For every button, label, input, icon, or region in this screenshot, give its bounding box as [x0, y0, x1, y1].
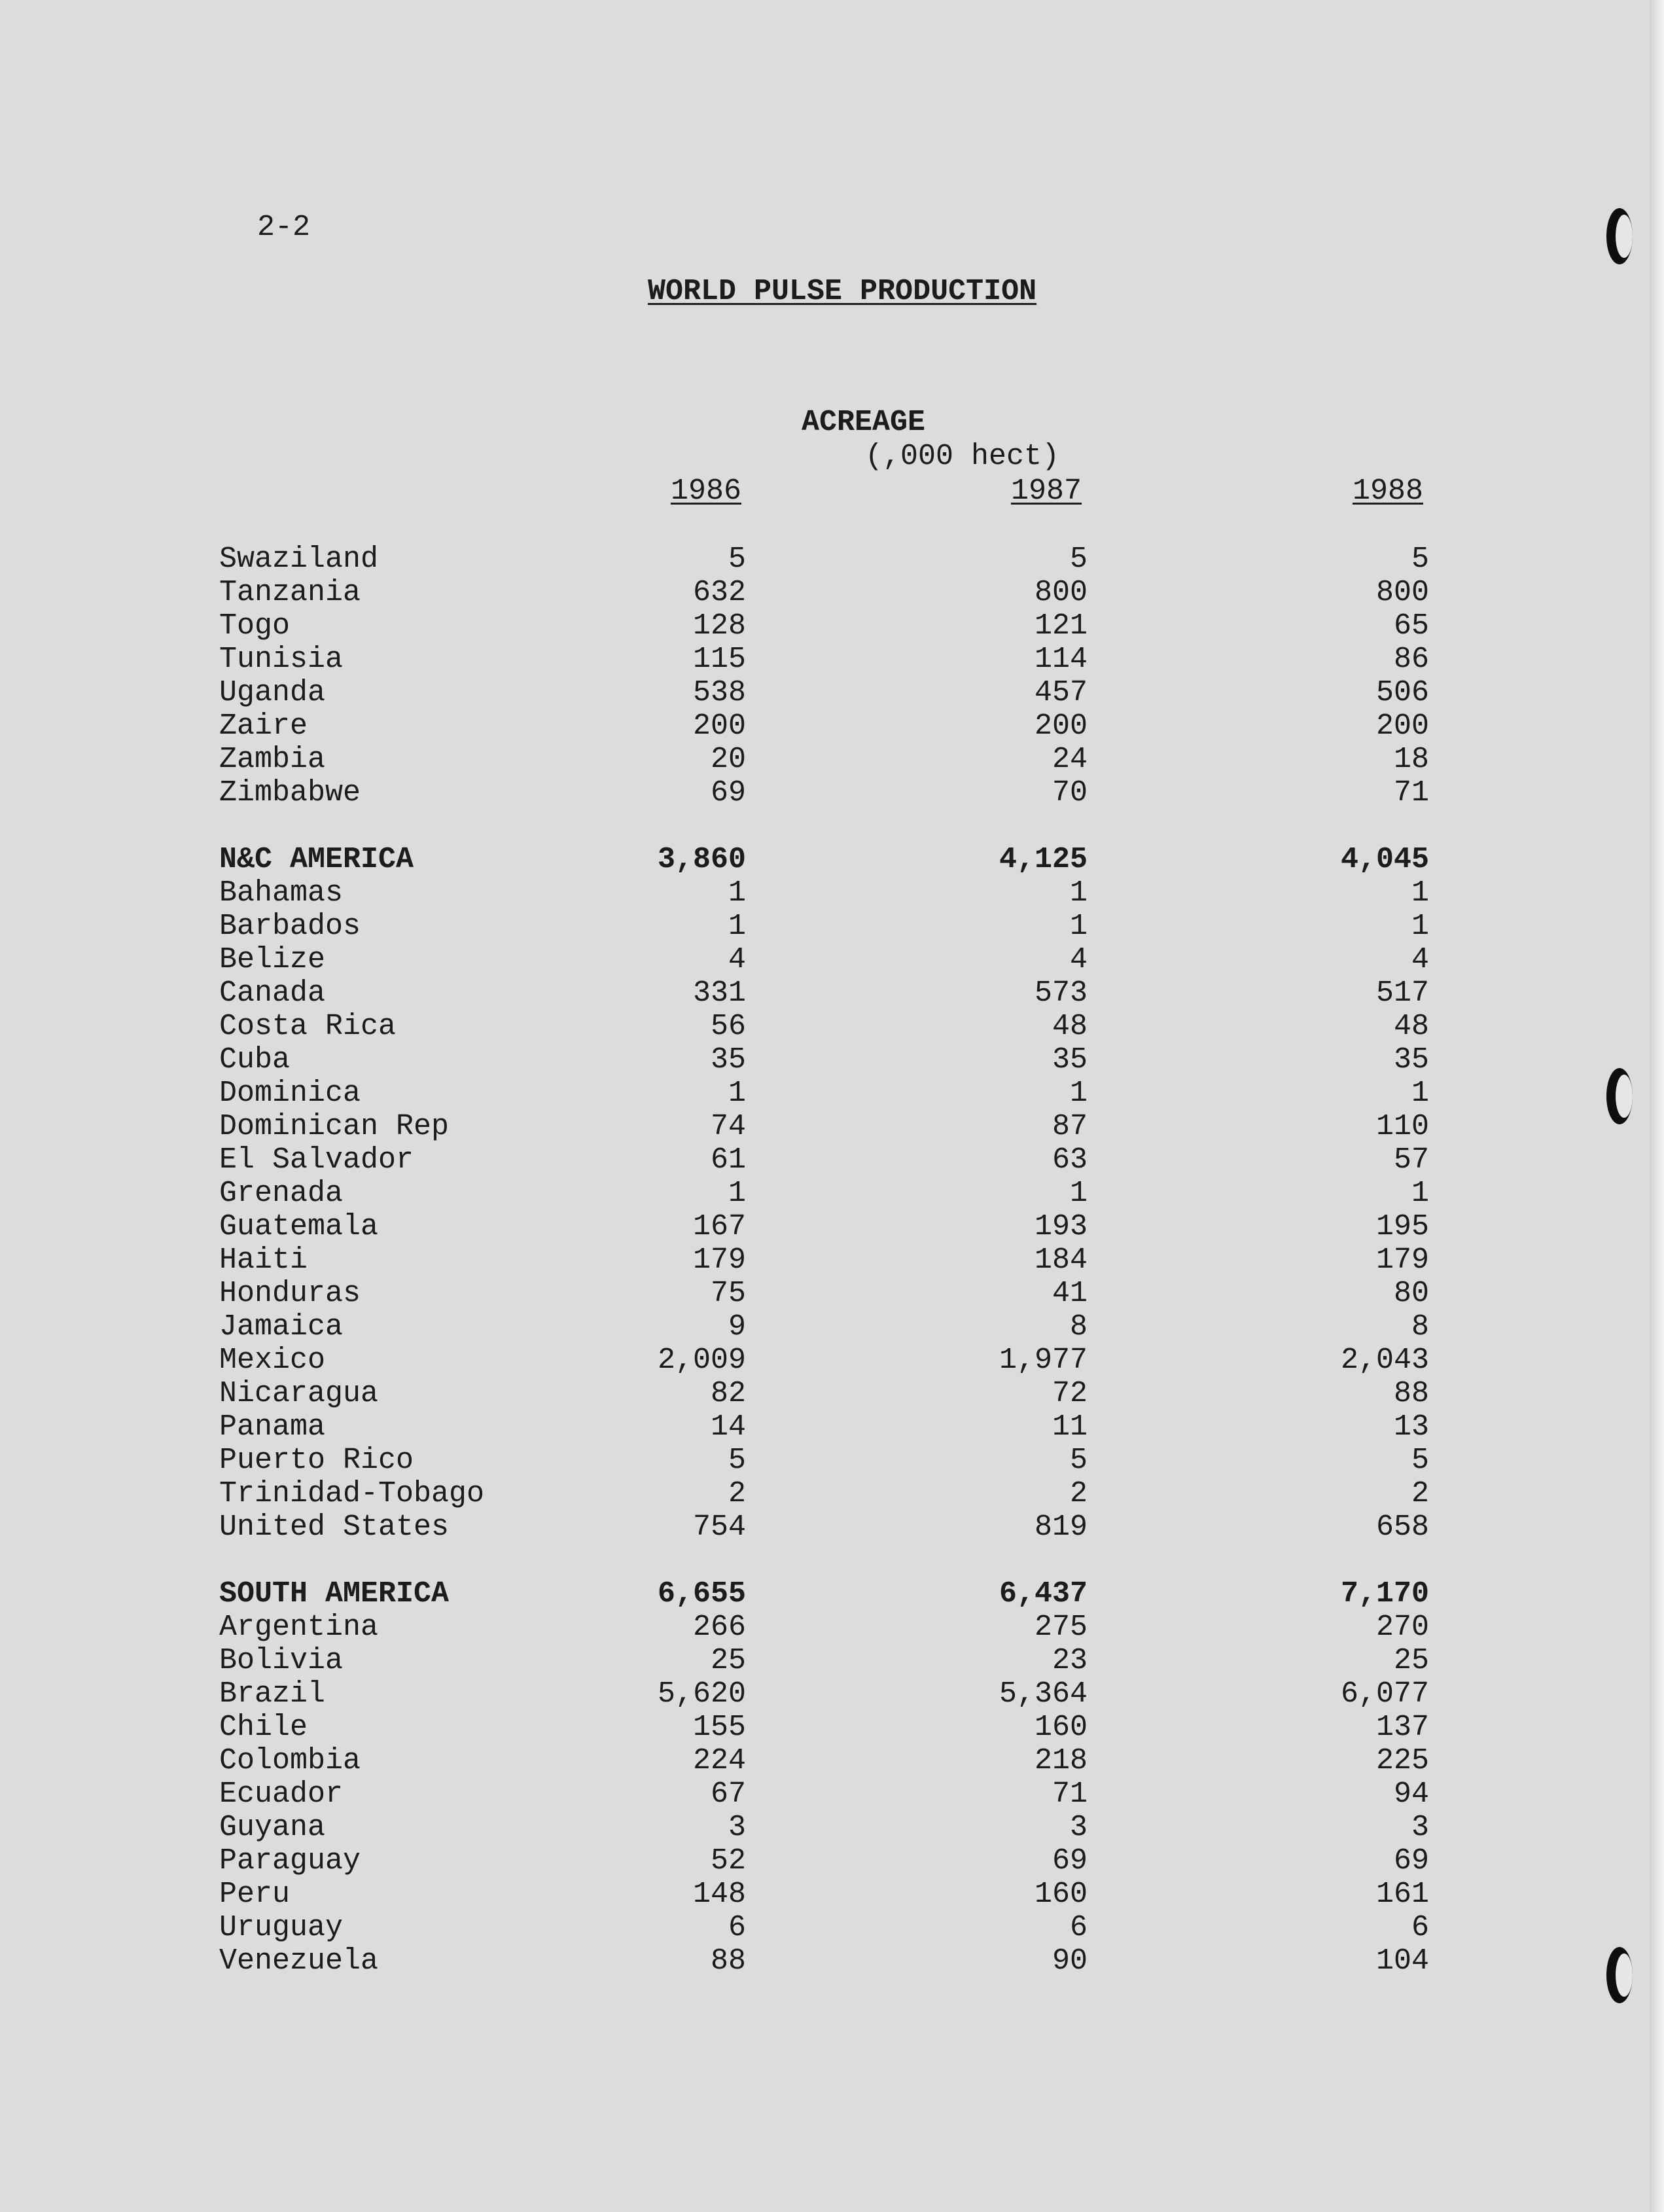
value-1986: 20 — [710, 743, 746, 776]
value-1988: 800 — [1375, 576, 1429, 609]
value-1986: 1 — [728, 1077, 746, 1110]
value-1986: 754 — [692, 1510, 746, 1544]
value-1986: 2,009 — [657, 1344, 746, 1377]
value-1987: 4,125 — [999, 843, 1088, 876]
value-1988: 225 — [1375, 1744, 1429, 1777]
row-label: El Salvador — [219, 1143, 414, 1177]
value-1987: 275 — [1034, 1611, 1088, 1644]
row-label: Belize — [219, 943, 326, 976]
row-label: Costa Rica — [219, 1010, 397, 1043]
value-1986: 4 — [728, 943, 746, 976]
value-1988: 13 — [1393, 1410, 1429, 1444]
value-1988: 48 — [1393, 1010, 1429, 1043]
row-label: Uganda — [219, 676, 326, 709]
value-1986: 148 — [692, 1878, 746, 1911]
value-1988: 94 — [1393, 1777, 1429, 1811]
value-1987: 1 — [1069, 1177, 1088, 1210]
value-1987: 5 — [1069, 543, 1088, 576]
row-label: Swaziland — [219, 543, 379, 576]
row-label: Chile — [219, 1711, 308, 1744]
value-1986: 75 — [710, 1277, 746, 1310]
row-label: Venezuela — [219, 1944, 379, 1978]
row-label: Paraguay — [219, 1844, 361, 1878]
row-label: United States — [219, 1510, 450, 1544]
value-1988: 110 — [1375, 1110, 1429, 1143]
page-title: WORLD PULSE PRODUCTION — [648, 275, 1037, 308]
value-1986: 56 — [710, 1010, 746, 1043]
value-1988: 2 — [1411, 1477, 1429, 1510]
row-label: Argentina — [219, 1611, 379, 1644]
value-1987: 5,364 — [999, 1677, 1088, 1711]
year-header-1986: 1986 — [670, 474, 741, 508]
value-1988: 6 — [1411, 1911, 1429, 1944]
value-1988: 1 — [1411, 1077, 1429, 1110]
value-1988: 1 — [1411, 876, 1429, 910]
value-1987: 6 — [1069, 1911, 1088, 1944]
row-label: Dominican Rep — [219, 1110, 450, 1143]
value-1987: 160 — [1034, 1878, 1088, 1911]
value-1988: 5 — [1411, 543, 1429, 576]
value-1986: 2 — [728, 1477, 746, 1510]
value-1987: 4 — [1069, 943, 1088, 976]
value-1986: 9 — [728, 1310, 746, 1344]
value-1986: 179 — [692, 1243, 746, 1277]
value-1987: 114 — [1034, 643, 1088, 676]
value-1988: 88 — [1393, 1377, 1429, 1410]
value-1986: 331 — [692, 976, 746, 1010]
row-label: Honduras — [219, 1277, 361, 1310]
value-1987: 218 — [1034, 1744, 1088, 1777]
page-number: 2-2 — [257, 211, 311, 244]
value-1987: 70 — [1052, 776, 1088, 810]
row-label: SOUTH AMERICA — [219, 1577, 450, 1611]
value-1987: 200 — [1034, 709, 1088, 743]
value-1988: 517 — [1375, 976, 1429, 1010]
row-label: Brazil — [219, 1677, 326, 1711]
binder-hole-middle — [1606, 1068, 1633, 1124]
value-1986: 5,620 — [657, 1677, 746, 1711]
value-1988: 179 — [1375, 1243, 1429, 1277]
row-label: Togo — [219, 609, 291, 643]
value-1987: 69 — [1052, 1844, 1088, 1878]
value-1988: 25 — [1393, 1644, 1429, 1677]
value-1988: 69 — [1393, 1844, 1429, 1878]
value-1987: 193 — [1034, 1210, 1088, 1243]
value-1986: 266 — [692, 1611, 746, 1644]
value-1986: 14 — [710, 1410, 746, 1444]
value-1986: 35 — [710, 1043, 746, 1077]
year-header-1987: 1987 — [1010, 474, 1082, 508]
row-label: Mexico — [219, 1344, 326, 1377]
value-1986: 155 — [692, 1711, 746, 1744]
value-1988: 7,170 — [1340, 1577, 1429, 1611]
value-1988: 1 — [1411, 1177, 1429, 1210]
value-1986: 1 — [728, 910, 746, 943]
value-1987: 71 — [1052, 1777, 1088, 1811]
value-1987: 2 — [1069, 1477, 1088, 1510]
value-1986: 82 — [710, 1377, 746, 1410]
value-1987: 184 — [1034, 1243, 1088, 1277]
value-1986: 632 — [692, 576, 746, 609]
row-label: Ecuador — [219, 1777, 344, 1811]
value-1987: 819 — [1034, 1510, 1088, 1544]
value-1987: 48 — [1052, 1010, 1088, 1043]
row-label: Zaire — [219, 709, 308, 743]
value-1987: 63 — [1052, 1143, 1088, 1177]
value-1986: 6 — [728, 1911, 746, 1944]
value-1987: 24 — [1052, 743, 1088, 776]
value-1987: 1,977 — [999, 1344, 1088, 1377]
value-1987: 1 — [1069, 1077, 1088, 1110]
value-1986: 1 — [728, 876, 746, 910]
value-1988: 80 — [1393, 1277, 1429, 1310]
row-label: Jamaica — [219, 1310, 344, 1344]
value-1988: 3 — [1411, 1811, 1429, 1844]
value-1988: 658 — [1375, 1510, 1429, 1544]
value-1988: 86 — [1393, 643, 1429, 676]
row-label: Tanzania — [219, 576, 361, 609]
value-1988: 5 — [1411, 1444, 1429, 1477]
value-1986: 6,655 — [657, 1577, 746, 1611]
value-1988: 195 — [1375, 1210, 1429, 1243]
row-label: Puerto Rico — [219, 1444, 414, 1477]
value-1988: 137 — [1375, 1711, 1429, 1744]
value-1988: 4,045 — [1340, 843, 1429, 876]
value-1987: 41 — [1052, 1277, 1088, 1310]
value-1987: 6,437 — [999, 1577, 1088, 1611]
value-1988: 57 — [1393, 1143, 1429, 1177]
row-label: Canada — [219, 976, 326, 1010]
value-1986: 538 — [692, 676, 746, 709]
value-1986: 3 — [728, 1811, 746, 1844]
value-1987: 8 — [1069, 1310, 1088, 1344]
value-1986: 25 — [710, 1644, 746, 1677]
value-1988: 200 — [1375, 709, 1429, 743]
value-1986: 67 — [710, 1777, 746, 1811]
value-1987: 800 — [1034, 576, 1088, 609]
value-1987: 160 — [1034, 1711, 1088, 1744]
row-label: Haiti — [219, 1243, 308, 1277]
value-1986: 5 — [728, 543, 746, 576]
value-1987: 3 — [1069, 1811, 1088, 1844]
value-1988: 71 — [1393, 776, 1429, 810]
binder-hole-bottom — [1606, 1947, 1633, 2003]
value-1986: 115 — [692, 643, 746, 676]
value-1987: 1 — [1069, 910, 1088, 943]
value-1988: 506 — [1375, 676, 1429, 709]
value-1987: 87 — [1052, 1110, 1088, 1143]
value-1986: 224 — [692, 1744, 746, 1777]
row-label: Dominica — [219, 1077, 361, 1110]
row-label: Cuba — [219, 1043, 291, 1077]
unit-label: (,000 hect) — [865, 440, 1060, 473]
value-1987: 72 — [1052, 1377, 1088, 1410]
row-label: Nicaragua — [219, 1377, 379, 1410]
value-1986: 69 — [710, 776, 746, 810]
row-label: Trinidad-Tobago — [219, 1477, 485, 1510]
value-1988: 35 — [1393, 1043, 1429, 1077]
value-1986: 88 — [710, 1944, 746, 1978]
value-1986: 61 — [710, 1143, 746, 1177]
row-label: Tunisia — [219, 643, 344, 676]
value-1986: 52 — [710, 1844, 746, 1878]
section-heading: ACREAGE — [802, 406, 926, 439]
row-label: Peru — [219, 1878, 291, 1911]
value-1988: 4 — [1411, 943, 1429, 976]
value-1988: 65 — [1393, 609, 1429, 643]
row-label: Zambia — [219, 743, 326, 776]
row-label: Zimbabwe — [219, 776, 361, 810]
value-1988: 2,043 — [1340, 1344, 1429, 1377]
row-label: Colombia — [219, 1744, 361, 1777]
row-label: Guyana — [219, 1811, 326, 1844]
value-1988: 1 — [1411, 910, 1429, 943]
row-label: Grenada — [219, 1177, 344, 1210]
value-1987: 573 — [1034, 976, 1088, 1010]
value-1988: 161 — [1375, 1878, 1429, 1911]
value-1988: 104 — [1375, 1944, 1429, 1978]
value-1986: 3,860 — [657, 843, 746, 876]
value-1987: 11 — [1052, 1410, 1088, 1444]
value-1987: 90 — [1052, 1944, 1088, 1978]
row-label: Bahamas — [219, 876, 344, 910]
row-label: N&C AMERICA — [219, 843, 414, 876]
value-1988: 6,077 — [1340, 1677, 1429, 1711]
page-edge — [1650, 0, 1664, 2212]
row-label: Panama — [219, 1410, 326, 1444]
value-1987: 23 — [1052, 1644, 1088, 1677]
value-1986: 5 — [728, 1444, 746, 1477]
value-1987: 121 — [1034, 609, 1088, 643]
value-1987: 1 — [1069, 876, 1088, 910]
value-1986: 1 — [728, 1177, 746, 1210]
value-1986: 200 — [692, 709, 746, 743]
row-label: Guatemala — [219, 1210, 379, 1243]
value-1987: 35 — [1052, 1043, 1088, 1077]
value-1986: 74 — [710, 1110, 746, 1143]
year-header-1988: 1988 — [1352, 474, 1423, 508]
binder-hole-top — [1606, 208, 1633, 264]
value-1987: 457 — [1034, 676, 1088, 709]
row-label: Bolivia — [219, 1644, 344, 1677]
value-1987: 5 — [1069, 1444, 1088, 1477]
value-1988: 18 — [1393, 743, 1429, 776]
value-1988: 8 — [1411, 1310, 1429, 1344]
value-1988: 270 — [1375, 1611, 1429, 1644]
value-1986: 128 — [692, 609, 746, 643]
value-1986: 167 — [692, 1210, 746, 1243]
row-label: Barbados — [219, 910, 361, 943]
row-label: Uruguay — [219, 1911, 344, 1944]
